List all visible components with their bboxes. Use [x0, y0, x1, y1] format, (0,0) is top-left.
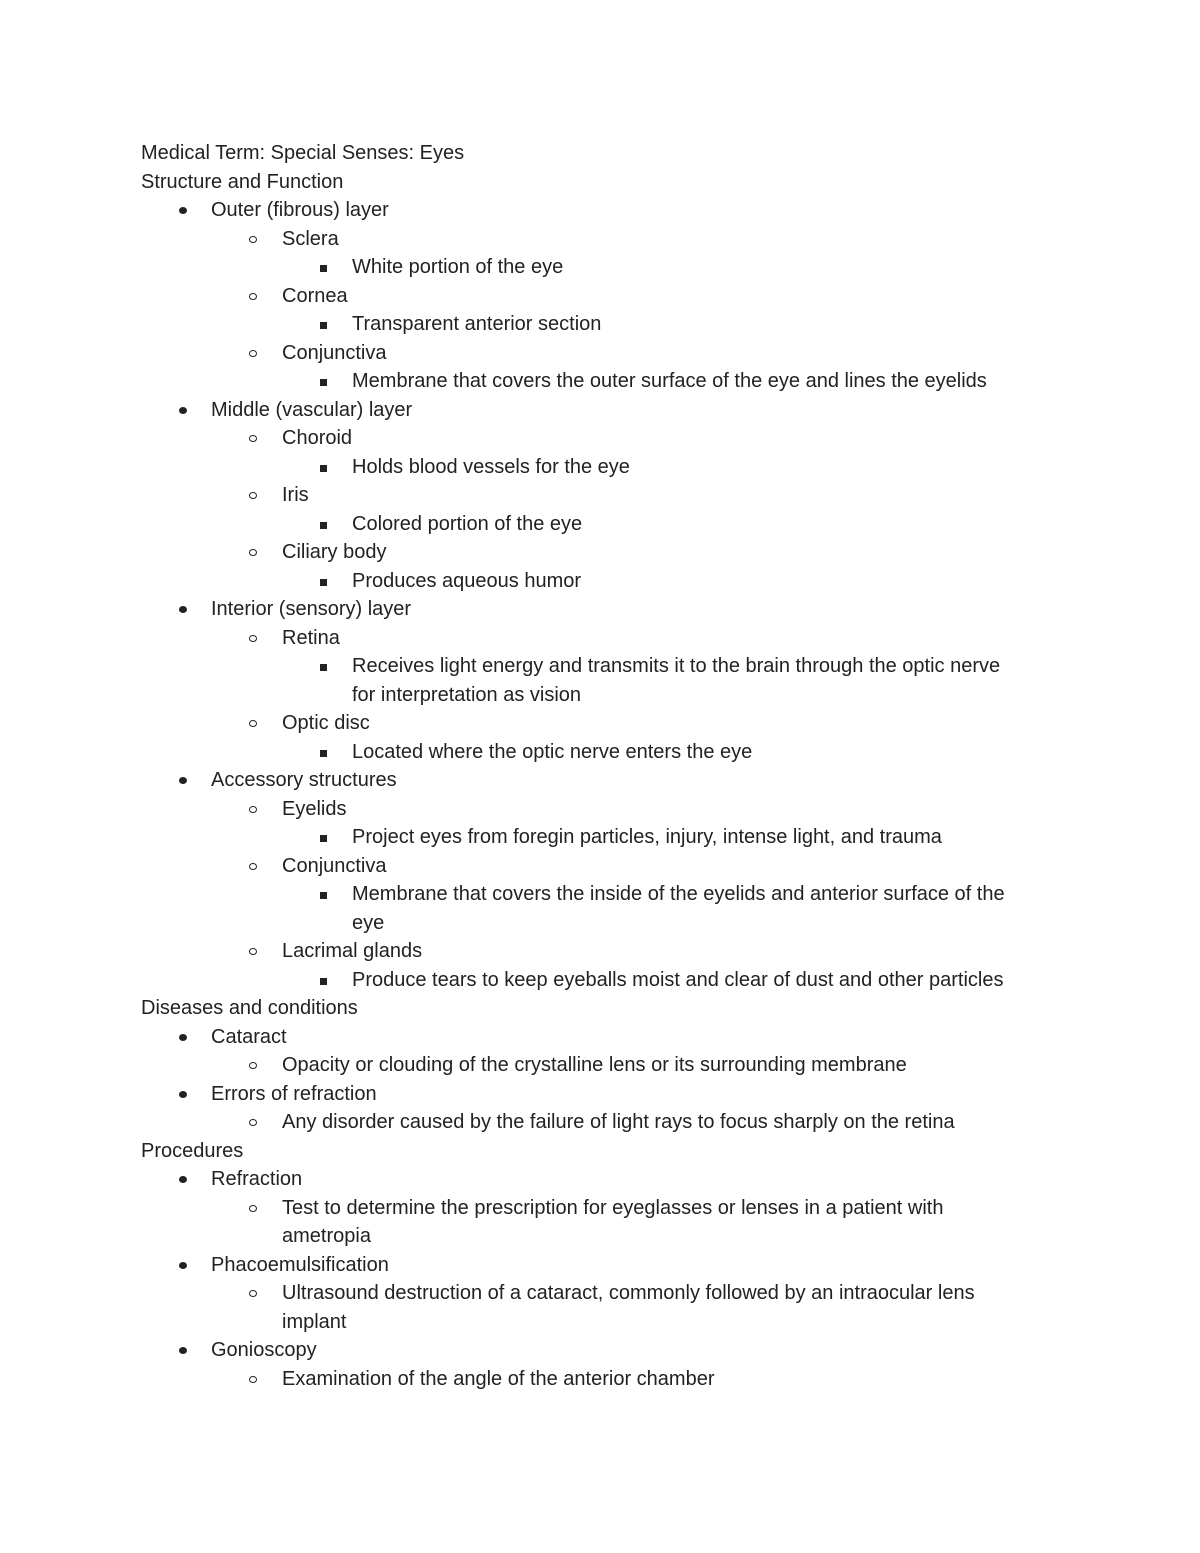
list-item — [141, 225, 1081, 254]
bullet-square-icon — [317, 510, 337, 539]
bullet-circle-icon — [248, 852, 268, 881]
list-item-label: Examination of the angle of the anterior chamber — [282, 1367, 715, 1390]
list-item-label: Optic disc — [282, 712, 370, 734]
bullet-disc-icon — [177, 766, 197, 795]
list-item-label: Cornea — [282, 284, 348, 307]
list-item-label: Errors of refraction — [211, 1082, 377, 1105]
list-item-label: Lacrimal glands — [282, 940, 423, 962]
list-item — [141, 852, 1081, 881]
bullet-square-icon — [317, 567, 337, 596]
list-item-label: Receives light energy and transmits it to the brain through the optic nerve — [352, 655, 1001, 677]
list-item-label: Outer (fibrous) layer — [211, 199, 389, 221]
list-item-label: Membrane that covers the inside of the eyelids and anterior surface of the — [352, 883, 1005, 905]
list-item — [141, 282, 1081, 311]
list-item-label: Eyelids — [282, 797, 347, 820]
list-item-label: Opacity or clouding of the crystalline lens or its surrounding membrane — [282, 1054, 907, 1076]
list-item-label: Sclera — [282, 227, 339, 250]
list-item — [141, 823, 1081, 852]
section-heading: Procedures — [141, 1139, 244, 1162]
list-item — [141, 339, 1081, 368]
list-item-label: Holds blood vessels for the eye — [352, 455, 630, 478]
bullet-square-icon — [317, 966, 337, 995]
list-item-label: Ultrasound destruction of a cataract, commonly followed by an intraocular lens — [282, 1282, 975, 1304]
bullet-square-icon — [317, 367, 337, 396]
list-item-label: Conjunctiva — [282, 854, 387, 877]
list-item-continuation: ametropia — [282, 1225, 371, 1247]
list-item-label: Accessory structures — [211, 769, 397, 791]
list-item-label: Produces aqueous humor — [352, 569, 582, 592]
bullet-square-icon — [317, 253, 337, 282]
bullet-circle-icon — [248, 1108, 268, 1137]
bullet-square-icon — [317, 310, 337, 339]
list-item-continuation: for interpretation as vision — [352, 683, 582, 706]
list-item — [141, 1279, 1081, 1308]
list-item-label: Cataract — [211, 1025, 287, 1048]
list-item-label: Transparent anterior section — [352, 313, 602, 335]
list-item — [141, 1051, 1081, 1080]
list-item — [141, 766, 1081, 795]
list-item — [141, 595, 1081, 624]
bullet-square-icon — [317, 453, 337, 482]
list-item-label: Choroid — [282, 427, 353, 449]
list-item — [141, 652, 1081, 681]
list-item-label: Interior (sensory) layer — [211, 598, 412, 620]
bullet-circle-icon — [248, 795, 268, 824]
list-item — [141, 966, 1081, 995]
list-item-label: Colored portion of the eye — [352, 512, 583, 535]
bullet-disc-icon — [177, 1023, 197, 1052]
list-item — [141, 1080, 1081, 1109]
list-item — [141, 424, 1081, 453]
bullet-square-icon — [317, 880, 337, 909]
list-item — [141, 1365, 1081, 1394]
bullet-circle-icon — [248, 1279, 268, 1308]
list-item-label: Middle (vascular) layer — [211, 398, 413, 421]
bullet-square-icon — [317, 652, 337, 681]
list-item — [141, 1336, 1081, 1365]
list-item-label: Refraction — [211, 1168, 303, 1190]
list-item — [141, 310, 1081, 339]
section-heading: Structure and Function — [141, 170, 344, 193]
list-item-continuation: implant — [282, 1310, 347, 1333]
list-item-label: Membrane that covers the outer surface of the eye and lines the eyelids — [352, 370, 987, 392]
document-title: Medical Term: Special Senses: Eyes — [141, 142, 465, 164]
list-item-label: Project eyes from foregin particles, injury, intense light, and trauma — [352, 826, 942, 848]
list-item — [141, 1108, 1081, 1137]
list-item — [141, 538, 1081, 567]
list-item — [141, 453, 1081, 482]
list-item-label: Located where the optic nerve enters the eye — [352, 740, 753, 763]
list-item-label: Phacoemulsification — [211, 1253, 389, 1276]
list-item-label: Any disorder caused by the failure of light rays to focus sharply on the retina — [282, 1111, 955, 1133]
bullet-disc-icon — [177, 1080, 197, 1109]
list-item — [141, 510, 1081, 539]
list-item — [141, 367, 1081, 396]
list-item — [141, 1251, 1081, 1280]
list-item — [141, 396, 1081, 425]
list-item — [141, 196, 1081, 225]
bullet-circle-icon — [248, 1051, 268, 1080]
bullet-disc-icon — [177, 396, 197, 425]
list-item — [141, 795, 1081, 824]
bullet-circle-icon — [248, 481, 268, 510]
list-item — [141, 1165, 1081, 1194]
bullet-circle-icon — [248, 339, 268, 368]
section-heading: Diseases and conditions — [141, 997, 358, 1019]
list-item-label: White portion of the eye — [352, 256, 564, 278]
list-item — [141, 624, 1081, 653]
list-item-label: Conjunctiva — [282, 341, 387, 364]
document-body — [141, 139, 1081, 1393]
list-item — [141, 1023, 1081, 1052]
bullet-disc-icon — [177, 1165, 197, 1194]
list-item — [141, 709, 1081, 738]
list-item — [141, 1194, 1081, 1223]
bullet-circle-icon — [248, 937, 268, 966]
bullet-square-icon — [317, 738, 337, 767]
bullet-circle-icon — [248, 1365, 268, 1394]
list-item — [141, 937, 1081, 966]
bullet-circle-icon — [248, 282, 268, 311]
list-item — [141, 253, 1081, 282]
list-item-label: Test to determine the prescription for eyeglasses or lenses in a patient with — [282, 1196, 944, 1219]
list-item-label: Ciliary body — [282, 541, 387, 563]
list-item — [141, 738, 1081, 767]
bullet-circle-icon — [248, 709, 268, 738]
bullet-disc-icon — [177, 595, 197, 624]
bullet-circle-icon — [248, 225, 268, 254]
list-item — [141, 567, 1081, 596]
bullet-disc-icon — [177, 1336, 197, 1365]
list-item-label: Retina — [282, 626, 340, 649]
bullet-disc-icon — [177, 196, 197, 225]
list-item — [141, 880, 1081, 909]
list-item-continuation: eye — [352, 911, 385, 934]
bullet-circle-icon — [248, 424, 268, 453]
bullet-square-icon — [317, 823, 337, 852]
bullet-circle-icon — [248, 1194, 268, 1223]
list-item-label: Iris — [282, 484, 309, 506]
bullet-disc-icon — [177, 1251, 197, 1280]
bullet-circle-icon — [248, 538, 268, 567]
list-item-label: Gonioscopy — [211, 1339, 317, 1361]
list-item — [141, 481, 1081, 510]
list-item-label: Produce tears to keep eyeballs moist and clear of dust and other particles — [352, 968, 1004, 991]
bullet-circle-icon — [248, 624, 268, 653]
